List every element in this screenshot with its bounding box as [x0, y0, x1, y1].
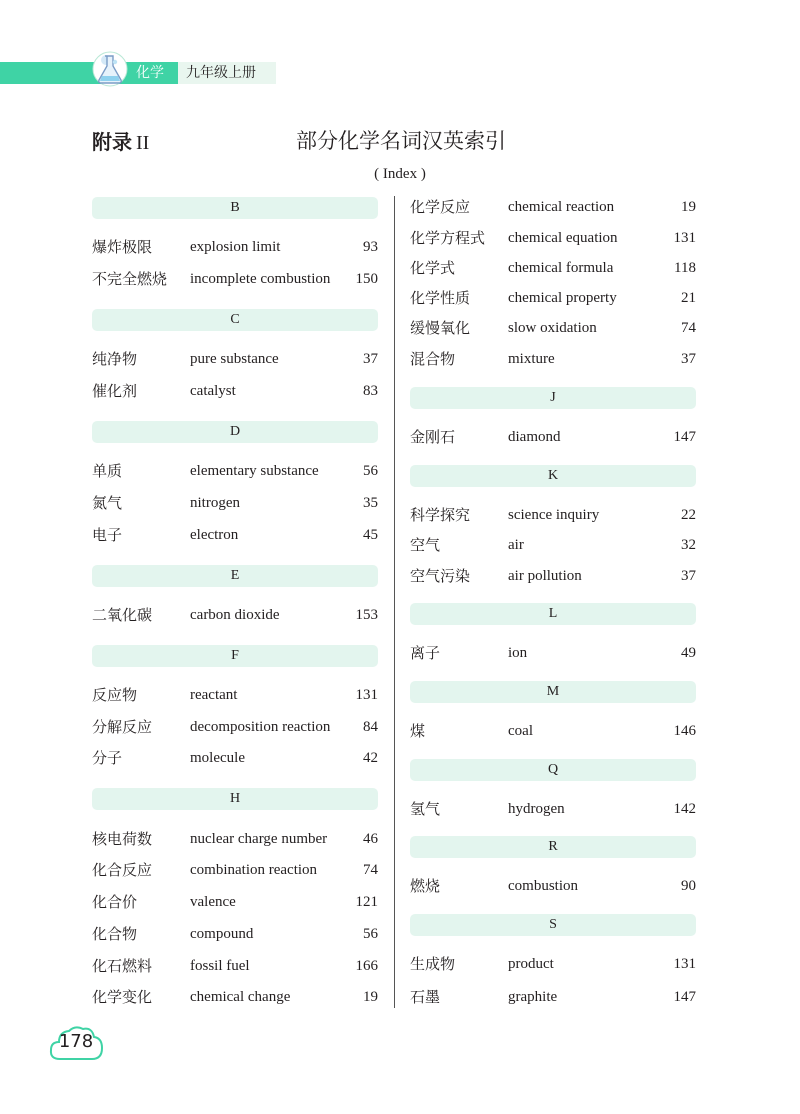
page-ref: 121	[355, 894, 378, 910]
page-ref: 142	[673, 801, 696, 817]
page-ref: 90	[681, 878, 696, 894]
index-entry	[92, 828, 378, 850]
term-chinese: 氢气	[410, 800, 441, 818]
term-chinese: 单质	[92, 462, 123, 480]
term-english: ion	[508, 645, 528, 661]
term-chinese: 化合价	[92, 893, 138, 911]
page-ref: 74	[363, 862, 378, 878]
term-english: explosion limit	[190, 239, 281, 255]
term-chinese: 反应物	[92, 686, 138, 704]
index-entry	[410, 426, 696, 448]
appendix-roman: II	[136, 132, 150, 154]
term-english: reactant	[190, 687, 238, 703]
term-english: incomplete combustion	[190, 271, 331, 287]
term-chinese: 生成物	[410, 955, 456, 973]
column-divider	[394, 196, 395, 1008]
term-english: chemical change	[190, 989, 291, 1005]
page-ref: 42	[363, 750, 378, 766]
page-ref: 131	[355, 687, 378, 703]
section-header-f: F	[92, 645, 378, 667]
index-entry	[410, 565, 696, 587]
section-header-h: H	[92, 788, 378, 810]
index-entry	[410, 720, 696, 742]
page-ref: 45	[363, 527, 378, 543]
term-chinese: 科学探究	[410, 506, 471, 524]
term-chinese: 爆炸极限	[92, 238, 153, 256]
term-chinese: 空气污染	[410, 567, 471, 585]
term-english: air	[508, 537, 524, 553]
term-chinese: 电子	[92, 526, 123, 544]
section-header-e: E	[92, 565, 378, 587]
term-english: compound	[190, 926, 254, 942]
index-entry	[410, 504, 696, 526]
index-entry	[410, 348, 696, 370]
page-ref: 56	[363, 463, 378, 479]
term-chinese: 化学反应	[410, 198, 471, 216]
term-english: fossil fuel	[190, 958, 250, 974]
appendix-label	[92, 126, 149, 155]
index-entry	[410, 317, 696, 339]
page-ref: 150	[355, 271, 378, 287]
page-ref: 46	[363, 831, 378, 847]
term-english: combination reaction	[190, 862, 318, 878]
index-entry	[410, 196, 696, 218]
term-english: hydrogen	[508, 801, 565, 817]
page-ref: 37	[681, 568, 696, 584]
section-header-r: R	[410, 836, 696, 858]
page-ref: 153	[355, 607, 378, 623]
index-entry	[92, 955, 378, 977]
page-ref: 84	[363, 719, 378, 735]
term-english: elementary substance	[190, 463, 319, 479]
term-english: chemical equation	[508, 230, 618, 246]
page-ref: 93	[363, 239, 378, 255]
term-english: product	[508, 956, 554, 972]
index-entry	[92, 923, 378, 945]
term-chinese: 离子	[410, 644, 441, 662]
term-english: electron	[190, 527, 239, 543]
term-english: slow oxidation	[508, 320, 597, 336]
index-entry	[410, 953, 696, 975]
term-chinese: 化合反应	[92, 861, 153, 879]
page-ref: 35	[363, 495, 378, 511]
header-subject: 化学	[136, 65, 164, 81]
term-english: nitrogen	[190, 495, 240, 511]
index-entry	[92, 604, 378, 626]
page-ref: 21	[681, 290, 696, 306]
term-english: diamond	[508, 429, 561, 445]
term-chinese: 氮气	[92, 494, 123, 512]
term-chinese: 缓慢氧化	[410, 319, 471, 337]
term-english: coal	[508, 723, 533, 739]
index-entry	[92, 492, 378, 514]
term-english: valence	[190, 894, 236, 910]
section-header-m: M	[410, 681, 696, 703]
index-entry	[92, 747, 378, 769]
index-entry	[410, 798, 696, 820]
term-chinese: 化学方程式	[410, 229, 486, 247]
page-ref: 147	[673, 989, 696, 1005]
section-header-l: L	[410, 603, 696, 625]
index-entry	[92, 986, 378, 1008]
index-entry	[92, 524, 378, 546]
term-english: science inquiry	[508, 507, 600, 523]
term-chinese: 分子	[92, 749, 123, 767]
term-english: chemical formula	[508, 260, 614, 276]
section-header-c: C	[92, 309, 378, 331]
section-header-d: D	[92, 421, 378, 443]
term-english: air pollution	[508, 568, 582, 584]
page-ref: 83	[363, 383, 378, 399]
term-chinese: 燃烧	[410, 877, 441, 895]
page-ref: 19	[681, 199, 696, 215]
index-entry	[92, 236, 378, 258]
appendix-word: 附录	[92, 130, 132, 154]
section-header-k: K	[410, 465, 696, 487]
term-chinese: 核电荷数	[92, 830, 153, 848]
term-chinese: 分解反应	[92, 718, 153, 736]
term-chinese: 混合物	[410, 350, 456, 368]
page-ref: 147	[673, 429, 696, 445]
page-ref: 19	[363, 989, 378, 1005]
index-entry	[410, 227, 696, 249]
term-english: catalyst	[190, 383, 236, 399]
term-english: chemical property	[508, 290, 617, 306]
index-entry	[92, 859, 378, 881]
term-chinese: 化学式	[410, 259, 456, 277]
index-entry	[92, 380, 378, 402]
page-ref: 37	[681, 351, 696, 367]
term-english: graphite	[508, 989, 558, 1005]
term-english: carbon dioxide	[190, 607, 280, 623]
index-entry	[410, 642, 696, 664]
section-header-j: J	[410, 387, 696, 409]
page-ref: 56	[363, 926, 378, 942]
page-ref: 118	[674, 260, 696, 276]
term-english: molecule	[190, 750, 245, 766]
term-chinese: 不完全燃烧	[92, 270, 168, 288]
page-ref: 22	[681, 507, 696, 523]
term-english: combustion	[508, 878, 578, 894]
page-ref: 49	[681, 645, 696, 661]
index-entry	[92, 684, 378, 706]
term-chinese: 纯净物	[92, 350, 138, 368]
index-entry	[410, 875, 696, 897]
term-chinese: 化合物	[92, 925, 138, 943]
page-ref: 32	[681, 537, 696, 553]
term-chinese: 化学性质	[410, 289, 471, 307]
term-chinese: 石墨	[410, 988, 441, 1006]
index-entry	[410, 534, 696, 556]
page-title: 部分化学名词汉英索引	[296, 129, 506, 153]
index-entry	[410, 287, 696, 309]
page-ref: 131	[673, 956, 696, 972]
term-english: decomposition reaction	[190, 719, 331, 735]
term-chinese: 煤	[410, 722, 426, 740]
index-entry	[410, 986, 696, 1008]
term-chinese: 二氧化碳	[92, 606, 153, 624]
term-chinese: 空气	[410, 536, 441, 554]
term-chinese: 化石燃料	[92, 957, 153, 975]
index-entry	[92, 268, 378, 290]
page-ref: 37	[363, 351, 378, 367]
index-entry	[92, 891, 378, 913]
index-entry	[92, 348, 378, 370]
page-ref: 131	[673, 230, 696, 246]
term-english: pure substance	[190, 351, 279, 367]
index-entry	[92, 460, 378, 482]
section-header-q: Q	[410, 759, 696, 781]
index-entry	[410, 257, 696, 279]
term-english: mixture	[508, 351, 555, 367]
section-header-b: B	[92, 197, 378, 219]
section-header-s: S	[410, 914, 696, 936]
page-ref: 146	[673, 723, 696, 739]
flask-icon	[92, 50, 128, 88]
page-ref: 74	[681, 320, 696, 336]
page-number: 178	[58, 1031, 94, 1052]
header-book-title: 九年级上册	[186, 65, 256, 81]
term-chinese: 催化剂	[92, 382, 138, 400]
term-chinese: 金刚石	[410, 428, 456, 446]
page-ref: 166	[355, 958, 378, 974]
term-chinese: 化学变化	[92, 988, 153, 1006]
term-english: nuclear charge number	[190, 831, 328, 847]
page-subtitle: ( Index )	[374, 166, 426, 182]
term-english: chemical reaction	[508, 199, 615, 215]
index-entry	[92, 716, 378, 738]
